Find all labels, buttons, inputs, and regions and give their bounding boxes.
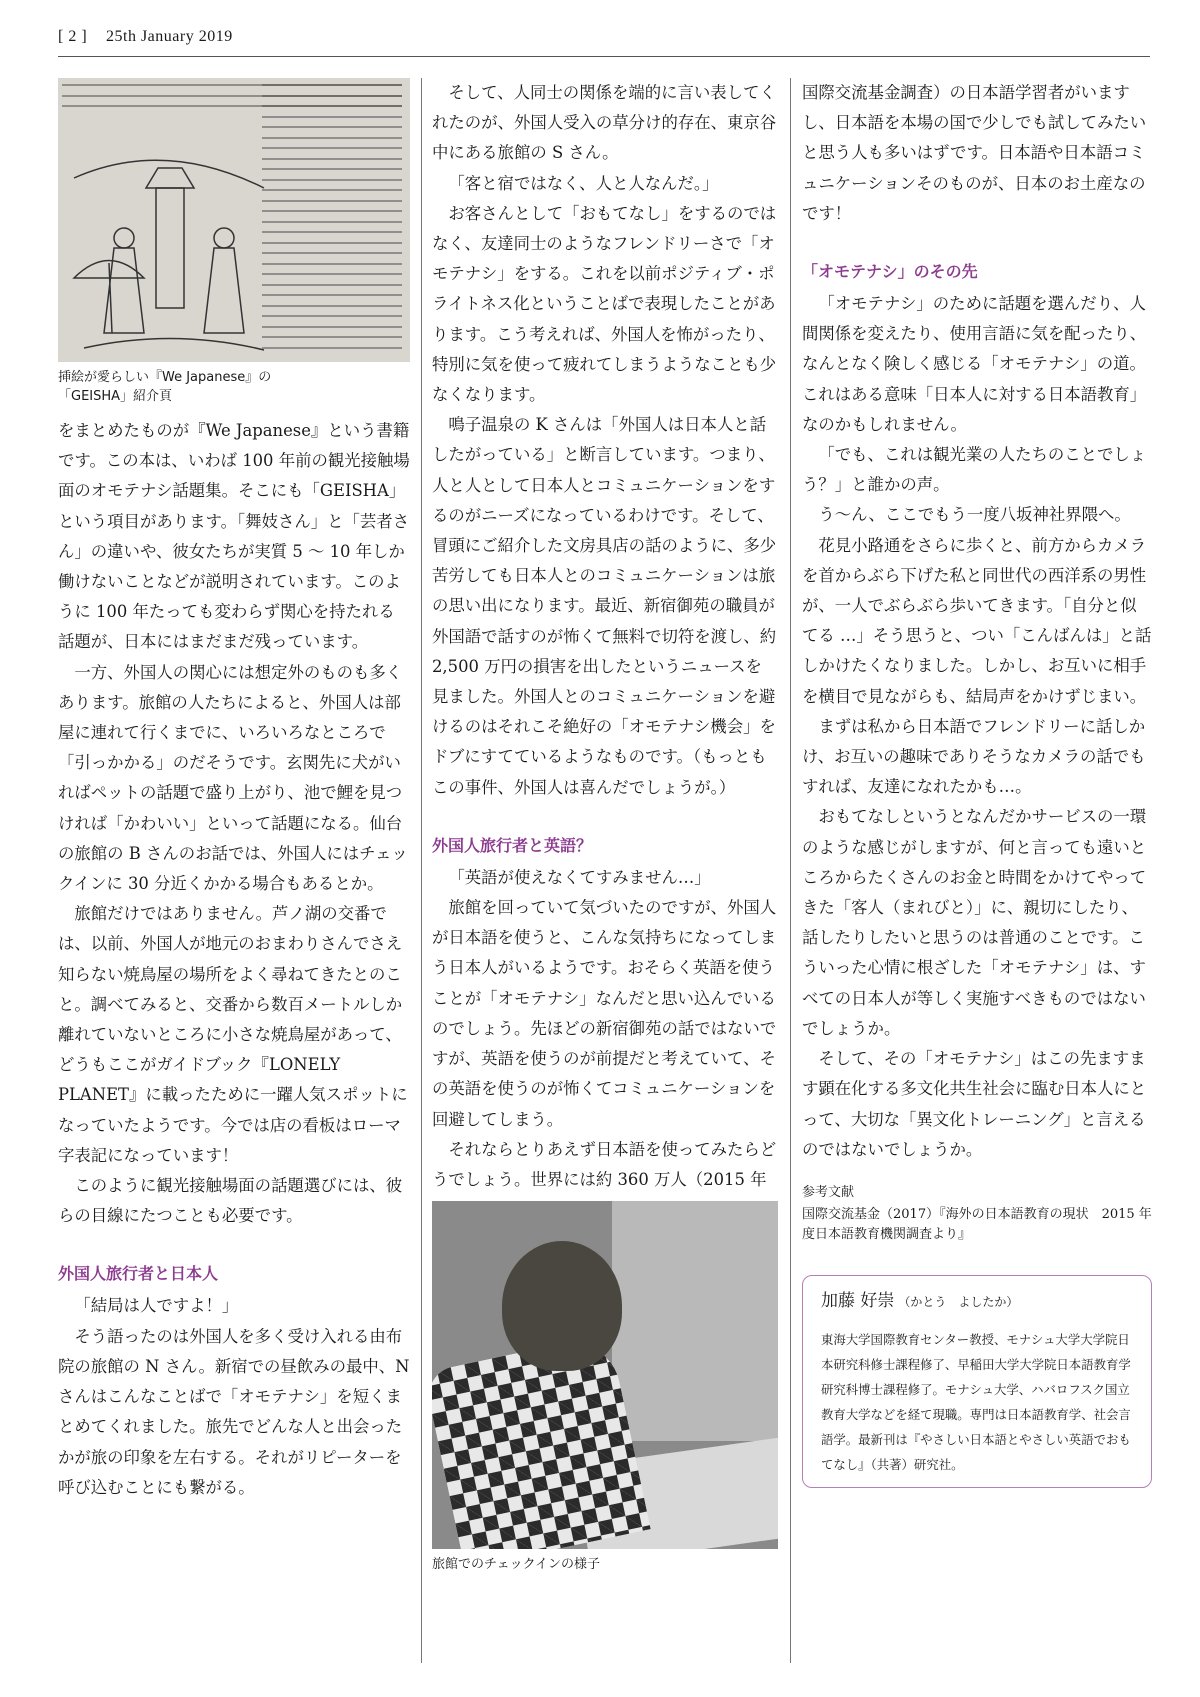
column-3 xyxy=(802,78,1152,1488)
references-text: 国際交流基金（2017）『海外の日本語教育の現状 2015 年度日本語教育機関調査より』 xyxy=(802,1206,1152,1242)
body-paragraph: 「オモテナシ」のために話題を選んだり、人間関係を変えたり、使用言語に気を配ったり、なんとなく険しく感じる「オモテナシ」の道。これはある意味「日本人に対する日本語教育」なのかもしれません。 xyxy=(802,294,1147,434)
column-2 xyxy=(432,78,778,1584)
book-text-lines xyxy=(262,84,402,357)
body-paragraph: そう語ったのは外国人を多く受け入れる由布院の旅館の N さん。新宿での昼飲みの最中、N さんはこんなことばで「オモテナシ」を短くまとめてくれました。旅先でどんな人と出会ったかが旅の印象を左右する。それがリピーターを呼び込むことにも繋がる。 xyxy=(58,1326,410,1497)
page-header xyxy=(58,24,1150,57)
geisha-page-illustration xyxy=(58,78,410,362)
body-paragraph: お客さんとして「おもてなし」をするのではなく、友達同士のようなフレンドリーさで「オモテナシ」をする。これを以前ポジティブ・ポライトネス化ということばで表現したことがあります。こう考えれば、外国人を怖がったり、特別に気を使って疲れてしまうようなことも少なくなります。 xyxy=(432,203,777,405)
author-bio: 東海大学国際教育センター教授、モナシュ大学大学院日本研究科修士課程修了、早稲田大学大学院日本語教育学研究科博士課程修了。モナシュ大学、ハバロフスク国立教育大学などを経て現職。専門は日本語教育学、社会言語学。最新刊は『やさしい日本語とやさしい英語でおもてなし』（共著）研究社。 xyxy=(821,1331,1131,1472)
section-heading: 「オモテナシ」のその先 xyxy=(802,262,978,282)
references xyxy=(802,1183,1152,1245)
body-paragraph: 国際交流基金調査）の日本語学習者がいますし、日本語を本場の国で少しでも試してみたいと思う人も多いはずです。日本語や日本語コミュニケーションそのものが、日本のお土産なのです！ xyxy=(802,83,1147,223)
body-paragraph: 旅館を回っていて気づいたのですが、外国人が日本語を使うと、こんな気持ちになってしまう日本人がいるようです。おそらく英語を使うことが「オモテナシ」なんだと思い込んでいるのでしょう。先ほどの新宿御苑の話ではないですが、英語を使うのが前提だと考えていて、その英語を使うのが怖くてコミュニケーションを回避してしまう。 xyxy=(432,898,777,1129)
issue-date: 25th January 2019 xyxy=(106,28,233,45)
section-heading: 外国人旅行者と英語？ xyxy=(432,835,593,855)
column-1 xyxy=(58,78,410,1503)
body-paragraph: 旅館だけではありません。芦ノ湖の交番では、以前、外国人が地元のおまわりさんでさえ知らない焼鳥屋の場所をよく尋ねてきたとのこと。調べてみると、交番から数百メートルしか離れていないところに小さな焼鳥屋があって、どうもここがガイドブック『LONELY PLANET』に載ったために一躍人気スポットになっていたようです。今では店の看板はローマ字表記になっています！ xyxy=(58,904,408,1165)
body-paragraph: それならとりあえず日本語を使ってみたらどうでしょう。世界には約 360 万人（2015 年 xyxy=(432,1139,777,1189)
body-paragraph: 一方、外国人の関心には想定外のものも多くあります。旅館の人たちによると、外国人は部屋に連れて行くまでに、いろいろなところで「引っかかる」のだそうです。玄関先に犬がいればペットの話題で盛り上がり、池で鯉を見つければ「かわいい」といって話題になる。仙台の旅館の B さんのお話では、外国人にはチェックインに 30 分近くかかる場合もあるとか。 xyxy=(58,662,408,894)
body-paragraph: 花見小路通をさらに歩くと、前方からカメラを首からぶら下げた私と同世代の西洋系の男性が、一人でぶらぶら歩いてきます。「自分と似てる …」そう思うと、つい「こんばんは」と話しかけたくなりました。しかし、お互いに相手を横目で見ながらも、結局声をかけずじまい。 xyxy=(802,535,1152,706)
body-paragraph: 鳴子温泉の K さんは「外国人は日本人と話したがっている」と断言しています。つまり、人と人として日本人とコミュニケーションをするのがニーズになっているわけです。そして、冒頭にご紹介した文房具店の話のように、多少苦労しても日本人とのコミュニケーションは旅の思い出になります。最近、新宿御苑の職員が外国語で話すのが怖くて無料で切符を渡し、約 2,500 万円の損害を出したというニュースを見ました。外国人とのコミュニケーションを避けるのはそれこそ絶好の「オモテナシ機会」をドブにすてているようなものです。（もっともこの事件、外国人は喜んだでしょうが。） xyxy=(432,415,777,797)
body-paragraph: そして、その「オモテナシ」はこの先ますます顕在化する多文化共生社会に臨む日本人にとって、大切な「異文化トレーニング」と言えるのではないでしょうか。 xyxy=(802,1049,1147,1159)
body-paragraph: 「結局は人ですよ！」 xyxy=(74,1296,239,1316)
photo-caption: 挿絵が愛らしい『We Japanese』の 「GEISHA」紹介頁 xyxy=(58,370,272,404)
geisha-drawing xyxy=(64,118,274,358)
photo-caption: 旅館でのチェックインの様子 xyxy=(432,1557,600,1573)
photo-wall xyxy=(612,1201,778,1441)
body-paragraph: このように観光接触場面の話題選びには、彼らの目線にたつことも必要です。 xyxy=(58,1176,403,1226)
body-paragraph: 「英語が使えなくてすみません…」 xyxy=(448,867,711,887)
section-heading: 外国人旅行者と日本人 xyxy=(58,1264,219,1284)
author-name: 加藤 好崇 xyxy=(821,1290,895,1311)
author-name-line xyxy=(821,1286,1137,1317)
page-number: [ 2 ] xyxy=(58,28,88,45)
body-paragraph: まずは私から日本語でフレンドリーに話しかけ、お互いの趣味でありそうなカメラの話でもすれば、友達になれたかも…。 xyxy=(802,716,1146,797)
author-kana: （かとう よしたか） xyxy=(898,1294,1019,1309)
body-paragraph: おもてなしというとなんだかサービスの一環のような感じがしますが、何と言っても遠いところからたくさんのお金と時間をかけてやってきた「客人（まれびと）」に、親切にしたり、話したりしたいと思うのは普通のことです。こういった心情に根ざした「オモテナシ」は、すべての日本人が等しく実施すべきものではないでしょうか。 xyxy=(802,807,1147,1038)
photo-person-head xyxy=(502,1241,622,1371)
column-divider xyxy=(421,78,422,1663)
body-paragraph: う～ん、ここでもう一度八坂神社界隈へ。 xyxy=(818,505,1131,525)
body-paragraph: をまとめたものが『We Japanese』という書籍です。この本は、いわば 100 年前の観光接触場面のオモテナシ話題集。そこにも「GEISHA」という項目があります。「舞妓さん」と「芸者さん」の違いや、彼女たちが実質 5 ～ 10 年しか働けないことなどが説明されています。このように 100 年たっても変わらず関心を持たれる話題が、日本にはまだまだ残っています。 xyxy=(58,421,410,652)
body-paragraph: 「でも、これは観光業の人たちのことでしょう？」と誰かの声。 xyxy=(802,445,1147,495)
body-paragraph: 「客と宿ではなく、人と人なんだ。」 xyxy=(448,173,719,193)
author-profile xyxy=(802,1275,1152,1488)
checkin-photo xyxy=(432,1201,778,1549)
references-heading: 参考文献 xyxy=(802,1184,855,1200)
body-paragraph: そして、人同士の関係を端的に言い表してくれたのが、外国人受入の草分け的存在、東京谷中にある旅館の S さん。 xyxy=(432,83,777,163)
column-divider xyxy=(790,78,791,1663)
